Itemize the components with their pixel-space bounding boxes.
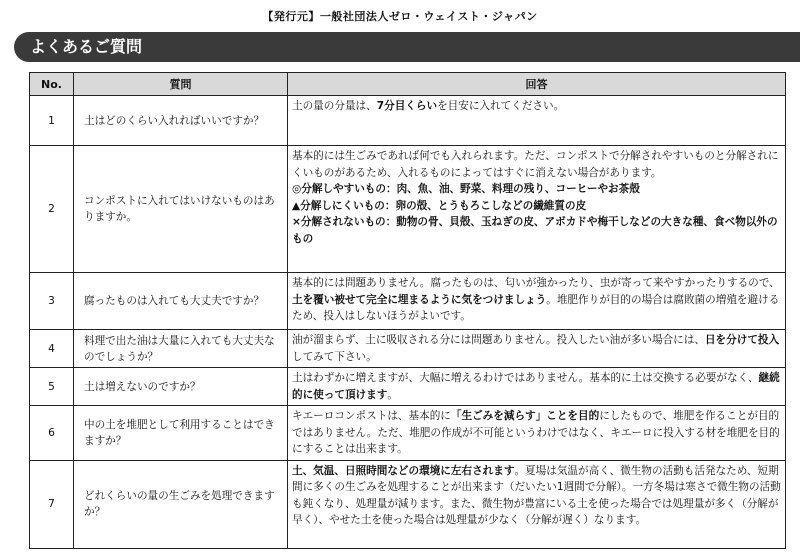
answer-paragraph bbox=[292, 275, 781, 325]
answer-text bbox=[288, 146, 786, 273]
answer-text bbox=[288, 273, 786, 330]
answer-emphasis: 「生ごみを減らす」ことを目的 bbox=[450, 410, 600, 422]
answer-run: 。 bbox=[387, 388, 398, 401]
answer-paragraph bbox=[292, 408, 781, 458]
answer-text bbox=[288, 368, 786, 406]
faq-row bbox=[30, 273, 786, 330]
question-text: 腐ったものは入れても大丈夫ですか？ bbox=[74, 273, 288, 330]
answer-run: 基本的には生ごみであれば何でも入れられます。ただ、コンポストで分解されやすいものと分解されにくいものがあるため、入れるものによってはすぐに消えない場合があります。 bbox=[292, 150, 779, 179]
faq-header-row bbox=[30, 73, 786, 96]
faq-row bbox=[30, 146, 786, 273]
question-text: コンポストに入れてはいけないものはありますか。 bbox=[74, 146, 288, 273]
faq-row bbox=[30, 406, 786, 461]
question-text: 中の土を堆肥として利用することはできますか？ bbox=[74, 406, 288, 461]
row-number: 4 bbox=[30, 330, 74, 368]
answer-run: してみて下さい。 bbox=[292, 350, 377, 363]
row-number: 7 bbox=[30, 460, 74, 548]
answer-paragraph bbox=[292, 463, 781, 529]
faq-row bbox=[30, 460, 786, 548]
answer-paragraph bbox=[292, 181, 781, 198]
answer-paragraph bbox=[292, 370, 781, 403]
answer-run: 。堆肥作りが目的の場合は腐敗菌の増殖を避けるため、投入はしないほうがよいです。 bbox=[292, 293, 780, 322]
answer-text bbox=[288, 330, 786, 368]
answer-paragraph bbox=[292, 98, 781, 115]
answer-paragraph bbox=[292, 332, 781, 365]
answer-paragraph bbox=[292, 148, 781, 181]
answer-emphasis: 土を覆い被せて完全に埋まるように気をつけましょう bbox=[292, 293, 547, 306]
answer-run: にしたもので、堆肥を作ることが目的ではありません。ただ、堆肥の作成が不可能というわけではなく、キエーロに投入する材を堆肥を目的にすることは出来ます。 bbox=[292, 410, 780, 455]
answer-emphasis: ◎分解しやすいもの：肉、魚、油、野菜、料理の残り、コーヒーやお茶殻 bbox=[292, 183, 640, 195]
answer-run: 土の量の分量は、 bbox=[292, 100, 377, 112]
section-title: よくあるご質問 bbox=[14, 32, 800, 62]
publisher-line: 【発行元】一般社団法人ゼロ・ウェイスト・ジャパン bbox=[262, 10, 538, 23]
answer-run: 。夏場は気温が高く、微生物の活動も活発なため、短期間に多くの生ごみを処理することが出来ます（だいたい1週間で分解）。一方冬場は寒さで微生物の活動も鈍くなり、処理量が減ります。また、微生物が豊富にいる土を使った場合では処理量が多く（分解が早く）、やせた土を使った場合は処理量が少なく（分解が遅く）なります。 bbox=[292, 464, 781, 526]
column-header-answer: 回答 bbox=[288, 73, 786, 96]
faq-row bbox=[30, 330, 786, 368]
answer-run: キエーロコンポストは、基本的に bbox=[292, 410, 451, 422]
answer-paragraph bbox=[292, 214, 781, 247]
faq-row bbox=[30, 368, 786, 406]
faq-row bbox=[30, 96, 786, 146]
answer-run: 土はわずかに増えますが、大幅に増えるわけではありません。基本的に土は交換する必要がなく、 bbox=[292, 372, 759, 384]
answer-emphasis: ▲分解しにくいもの：卵の殻、とうもろこしなどの繊維質の皮 bbox=[292, 199, 587, 212]
question-text: どれくらいの量の生ごみを処理できますか？ bbox=[74, 460, 288, 548]
answer-emphasis: 継続的に使って頂けます bbox=[292, 372, 780, 401]
faq-table bbox=[29, 72, 786, 549]
row-number: 1 bbox=[30, 96, 74, 146]
row-number: 2 bbox=[30, 146, 74, 273]
question-text: 土は増えないのですか？ bbox=[74, 368, 288, 406]
answer-paragraph bbox=[292, 198, 781, 215]
column-header-no: No. bbox=[30, 73, 74, 96]
row-number: 5 bbox=[30, 368, 74, 406]
column-header-question: 質問 bbox=[74, 73, 288, 96]
answer-run: を目安に入れてください。 bbox=[437, 100, 565, 112]
answer-run: 油が溜まらず、土に吸収される分には問題ありません。投入したい油が多い場合には、 bbox=[292, 334, 705, 346]
row-number: 6 bbox=[30, 406, 74, 461]
question-text: 料理で出た油は大量に入れても大丈夫なのでしょうか？ bbox=[74, 330, 288, 368]
question-text: 土はどのくらい入れればいいですか？ bbox=[74, 96, 288, 146]
answer-emphasis: 7分目くらい bbox=[376, 100, 438, 112]
answer-emphasis: ×分解されないもの：動物の骨、貝殻、玉ねぎの皮、アボカドや梅干しなどの大きな種、食べ物以外のもの bbox=[292, 216, 778, 245]
answer-emphasis: 日を分けて投入 bbox=[704, 334, 780, 346]
answer-text bbox=[288, 460, 786, 548]
row-number: 3 bbox=[30, 273, 74, 330]
answer-text bbox=[288, 406, 786, 461]
answer-run: 基本的には問題ありません。腐ったものは、匂いが強かったり、虫が寄って来やすかったりするので、 bbox=[292, 277, 780, 289]
answer-text bbox=[288, 96, 786, 146]
answer-emphasis: 土、気温、日照時間などの環境に左右されます bbox=[292, 464, 515, 477]
